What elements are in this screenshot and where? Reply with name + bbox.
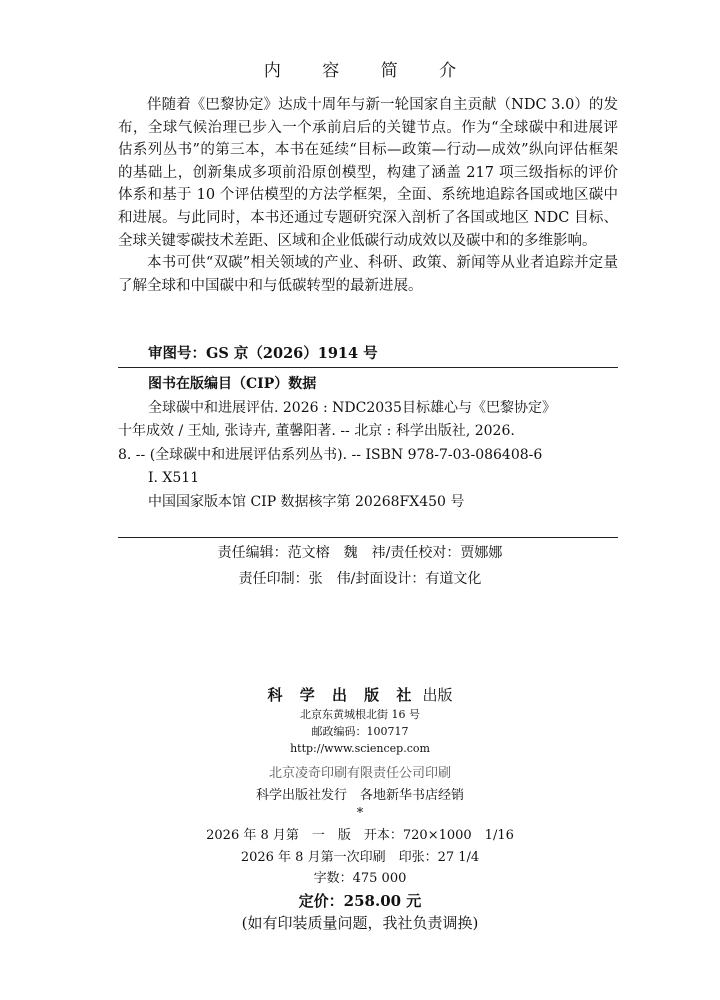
separator-star: * bbox=[356, 806, 364, 821]
distribution-info: 科学出版社发行 各地新华书店经销 bbox=[255, 788, 464, 803]
page-title: 内 容 简 介 bbox=[263, 61, 475, 81]
publisher-block bbox=[0, 684, 720, 933]
word-count: 字数：475 000 bbox=[313, 871, 407, 886]
cip-bottom-divider bbox=[118, 537, 618, 538]
cip-block bbox=[118, 373, 618, 515]
cip-heading: 图书在版编目（CIP）数据 bbox=[148, 376, 317, 392]
cip-line-2: 十年成效 / 王灿, 张诗卉, 董馨阳著. -- 北京 : 科学出版社, 2026. bbox=[118, 423, 515, 440]
publisher-postcode: 邮政编码：100717 bbox=[311, 725, 409, 738]
publisher-website: http://www.sciencep.com bbox=[290, 742, 430, 755]
cip-classification: Ⅰ. X511 bbox=[148, 470, 200, 487]
price: 定价：258.00 元 bbox=[298, 892, 422, 910]
summary-paragraph-1: 伴随着《巴黎协定》达成十周年与新一轮国家自主贡献（NDC 3.0）的发布，全球气候治理已步入一个承前启后的关键节点。作为“全球碳中和进展评估系列丛书”的第三本，本书在延续“目标—政策—行动—成效”纵向评估框架的基础上，创新集成多项前沿原创模型，构建了涵盖 217 项三级指标的评价体系和基于 10 个评估模型的方法学框架，全面、系统地追踪各国或地区碳中和进展。与此同时，本书还通过专题研究深入剖析了各国或地区 NDC 目标、全球关键零碳技术差距、区域和企业低碳行动成效以及碳中和的多维影响。 bbox=[118, 97, 618, 249]
map-review-number: 审图号：GS 京（2026）1914 号 bbox=[148, 345, 378, 362]
credits-block bbox=[0, 540, 720, 592]
summary-section bbox=[118, 94, 618, 297]
edition-info: 2026 年 8 月第 一 版 开本：720×1000 1/16 bbox=[206, 828, 514, 843]
printing-info: 2026 年 8 月第一次印刷 印张：27 1/4 bbox=[240, 850, 480, 865]
quality-note: (如有印装质量问题，我社负责调换) bbox=[241, 914, 479, 932]
cip-record-number: 中国国家版本馆 CIP 数据核字第 20268FX450 号 bbox=[148, 493, 465, 510]
publisher-name: 科 学 出 版 社 bbox=[267, 686, 418, 704]
publisher-name-suffix: 出版 bbox=[422, 686, 453, 704]
cip-line-1: 全球碳中和进展评估. 2026 : NDC2035目标雄心与《巴黎协定》 bbox=[148, 399, 556, 416]
cip-top-divider bbox=[118, 367, 618, 368]
cip-line-3: 8. -- (全球碳中和进展评估系列丛书). -- ISBN 978-7-03-086408-6 bbox=[118, 446, 543, 463]
credits-editors: 责任编辑：范文榕 魏 祎/责任校对：贾娜娜 bbox=[217, 545, 503, 561]
publisher-address: 北京东黄城根北街 16 号 bbox=[300, 708, 420, 721]
credits-production: 责任印制：张 伟/封面设计：有道文化 bbox=[238, 571, 482, 587]
summary-paragraph-2: 本书可供“双碳”相关领域的产业、科研、政策、新闻等从业者追踪并定量了解全球和中国碳中和与低碳转型的最新进展。 bbox=[118, 255, 618, 294]
printer-name: 北京凌奇印刷有限责任公司印刷 bbox=[268, 766, 451, 781]
